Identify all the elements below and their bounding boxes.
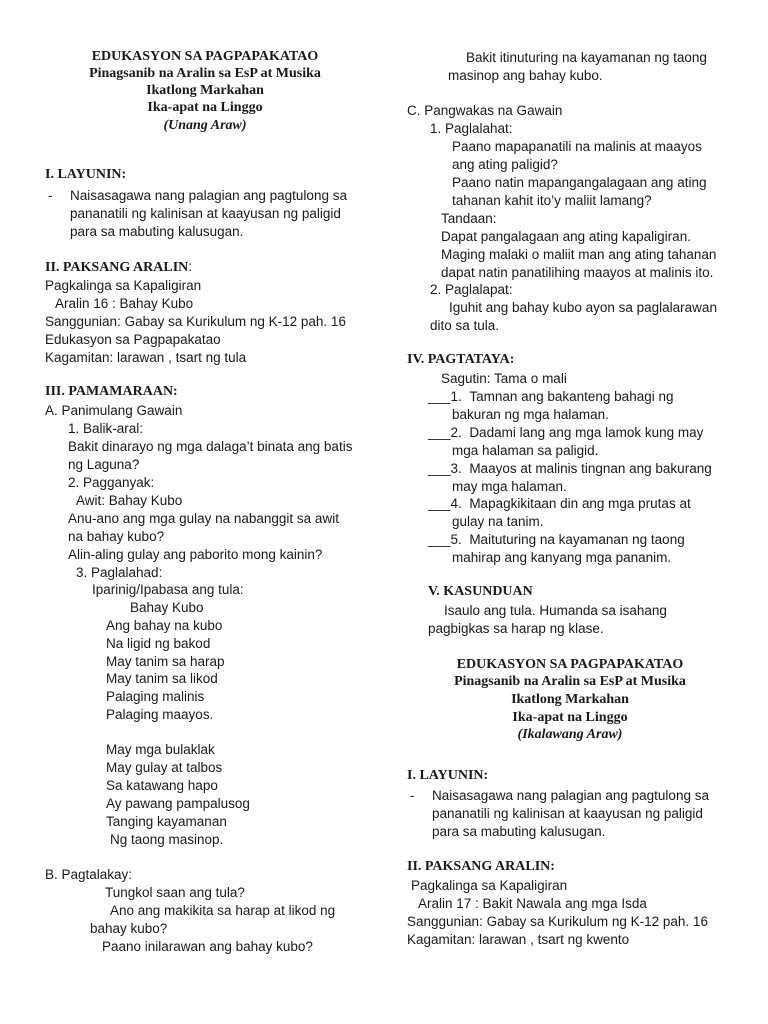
paksang-line: Pagkalinga sa Kapaligiran (45, 278, 202, 293)
paglalahad-label: 3. Paglalahad: (76, 565, 163, 580)
lesson-week: Ika-apat na Linggo (147, 100, 263, 115)
answer-blank[interactable]: ___ (428, 532, 451, 547)
pagtataya-heading: IV. PAGTATAYA: (407, 352, 515, 367)
paglalahat-question: Paano natin mapangangalagaan ang ating (452, 175, 707, 190)
layunin-line: Naisasagawa nang palagian ang pagtulong sa (432, 788, 709, 803)
quiz-item (428, 460, 712, 477)
lesson-day: (Ikalawang Araw) (517, 727, 623, 742)
kasunduan-line: Isaulo ang tula. Humanda sa isahang (444, 603, 667, 618)
quiz-item-number: 1. (450, 389, 462, 404)
pagtalakay-question: bahay kubo? (90, 921, 168, 936)
awit-line: Awit: Bahay Kubo (76, 493, 183, 508)
answer-blank[interactable]: ___ (428, 496, 451, 511)
quiz-item-text: Dadami lang ang mga lamok kung may (469, 425, 704, 440)
poem-title: Bahay Kubo (130, 600, 204, 615)
pamamaraan-heading: III. PAMAMARAAN: (45, 384, 178, 399)
lesson-title: EDUKASYON SA PAGPAPAKATAO (91, 49, 319, 64)
poem-line: May tanim sa likod (106, 671, 218, 686)
layunin-bullet: - (410, 788, 415, 803)
quiz-item (428, 388, 673, 405)
quiz-item-number: 5. (450, 532, 462, 547)
layunin-bullet: - (48, 188, 53, 203)
paglalahat-question: tahanan kahit ito’y maliit lamang? (452, 193, 652, 208)
tandaan-line: dapat natin panatilihing maayos at malinis ito. (441, 265, 714, 280)
layunin-heading: I. LAYUNIN: (45, 167, 127, 182)
layunin-line: para sa mabuting kalusugan. (70, 224, 244, 239)
paksang-heading-colon: : (188, 259, 193, 274)
pagtalakay-label: B. Pagtalakay: (45, 867, 133, 882)
layunin-line: pananatili ng kalinisan at kaayusan ng paligid (70, 206, 341, 221)
lesson-day: (Unang Araw) (163, 118, 247, 133)
quiz-item (428, 495, 691, 512)
poem-line: May tanim sa harap (106, 654, 225, 669)
pangwakas-label: C. Pangwakas na Gawain (407, 103, 563, 118)
iparinig-line: Iparinig/Ipabasa ang tula: (92, 582, 244, 597)
answer-blank[interactable]: ___ (428, 461, 451, 476)
layunin-line: para sa mabuting kalusugan. (432, 824, 606, 839)
lesson-week: Ika-apat na Linggo (512, 710, 628, 725)
layunin-heading: I. LAYUNIN: (407, 768, 489, 783)
kasunduan-line: pagbigkas sa harap ng klase. (428, 621, 604, 636)
quiz-item (428, 531, 685, 548)
lesson-quarter: Ikatlong Markahan (511, 692, 629, 707)
paksang-heading (45, 258, 192, 276)
paglalapat-line: dito sa tula. (430, 318, 500, 333)
quiz-item (428, 424, 703, 441)
quiz-item-text: Maituturing na kayamanan ng taong (469, 532, 685, 547)
quiz-item-text: Maayos at malinis tingnan ang bakurang (469, 461, 712, 476)
poem-line: Ay pawang pampalusog (106, 796, 250, 811)
paksang-line: Sanggunian: Gabay sa Kurikulum ng K-12 pah. 16 (45, 314, 346, 329)
quiz-item-number: 3. (450, 461, 462, 476)
quiz-item-text: gulay na tanim. (452, 514, 544, 529)
paksang-line: Sanggunian: Gabay sa Kurikulum ng K-12 pah. 16 (407, 914, 708, 929)
tandaan-label: Tandaan: (441, 211, 497, 226)
pagganyak-question: Alin-aling gulay ang paborito mong kainin? (68, 547, 323, 562)
paglalapat-label: 2. Paglalapat: (430, 282, 513, 297)
quiz-item-number: 2. (450, 425, 462, 440)
balik-aral-label: 1. Balik-aral: (68, 421, 144, 436)
poem-line: Ng taong masinop. (110, 832, 224, 847)
quiz-item-text: mga halaman sa paligid. (452, 443, 599, 458)
answer-blank[interactable]: ___ (428, 425, 451, 440)
quiz-item-text: Tamnan ang bakanteng bahagi ng (469, 389, 674, 404)
poem-line: Na ligid ng bakod (106, 636, 211, 651)
paksang-line: Aralin 17 : Bakit Nawala ang mga Isda (418, 896, 647, 911)
pagtalakay-question: masinop ang bahay kubo. (448, 68, 603, 83)
paglalahat-question: Paano mapapanatili na malinis at maayos (452, 139, 702, 154)
quiz-item-text: Mapagkikitaan din ang mga prutas at (469, 496, 691, 511)
poem-line: May gulay at talbos (106, 760, 223, 775)
quiz-item-text: mahirap ang kanyang mga pananim. (452, 550, 672, 565)
pagtalakay-question: Ano ang makikita sa harap at likod ng (110, 903, 336, 918)
tandaan-line: Dapat pangalagaan ang ating kapaligiran. (441, 229, 691, 244)
paglalahat-question: ang ating paligid? (452, 157, 558, 172)
pagtalakay-question: Tungkol saan ang tula? (105, 885, 245, 900)
layunin-line: Naisasagawa nang palagian ang pagtulong sa (70, 188, 347, 203)
lesson-subtitle: Pinagsanib na Aralin sa EsP at Musika (454, 674, 686, 689)
lesson-title: EDUKASYON SA PAGPAPAKATAO (456, 657, 684, 672)
paksang-line: Edukasyon sa Pagpapakatao (45, 332, 221, 347)
answer-blank[interactable]: ___ (428, 389, 451, 404)
pagganyak-question: Anu-ano ang mga gulay na nabanggit sa awit (68, 511, 339, 526)
quiz-item-text: bakuran ng mga halaman. (452, 407, 609, 422)
quiz-item-number: 4. (450, 496, 462, 511)
tandaan-line: Maging malaki o maliit man ang ating tahanan (441, 247, 717, 262)
balik-aral-question: Bakit dinarayo ng mga dalaga’t binata ang batis (68, 439, 353, 454)
poem-line: Tanging kayamanan (106, 814, 227, 829)
paglalahat-label: 1. Paglalahat: (430, 121, 513, 136)
paksang-heading: II. PAKSANG ARALIN: (407, 859, 555, 874)
paksang-heading-text: II. PAKSANG ARALIN (45, 260, 189, 275)
pagtalakay-question: Paano inilarawan ang bahay kubo? (102, 939, 313, 954)
pagtalakay-question: Bakit itinuturing na kayamanan ng taong (466, 50, 707, 65)
lesson-subtitle: Pinagsanib na Aralin sa EsP at Musika (89, 66, 321, 81)
paksang-line: Kagamitan: larawan , tsart ng tula (45, 350, 247, 365)
poem-line: Ang bahay na kubo (106, 618, 223, 633)
paksang-line: Pagkalinga sa Kapaligiran (411, 878, 568, 893)
balik-aral-question: ng Laguna? (68, 457, 140, 472)
pagganyak-question: na bahay kubo? (68, 529, 165, 544)
pagganyak-label: 2. Pagganyak: (68, 475, 155, 490)
kasunduan-heading: V. KASUNDUAN (428, 584, 533, 599)
poem-line: Palaging maayos. (106, 707, 214, 722)
poem-line: Palaging malinis (106, 689, 205, 704)
poem-line: May mga bulaklak (106, 742, 215, 757)
poem-line: Sa katawang hapo (106, 778, 218, 793)
paksang-line: Aralin 16 : Bahay Kubo (55, 296, 194, 311)
paksang-line: Kagamitan: larawan , tsart ng kwento (407, 932, 630, 947)
panimulang-gawain-label: A. Panimulang Gawain (45, 403, 183, 418)
paglalapat-line: Iguhit ang bahay kubo ayon sa paglalarawan (449, 300, 717, 315)
layunin-line: pananatili ng kalinisan at kaayusan ng paligid (432, 806, 703, 821)
quiz-item-text: may mga halaman. (452, 479, 567, 494)
pagtataya-instruction: Sagutin: Tama o mali (441, 371, 567, 386)
lesson-quarter: Ikatlong Markahan (146, 83, 264, 98)
